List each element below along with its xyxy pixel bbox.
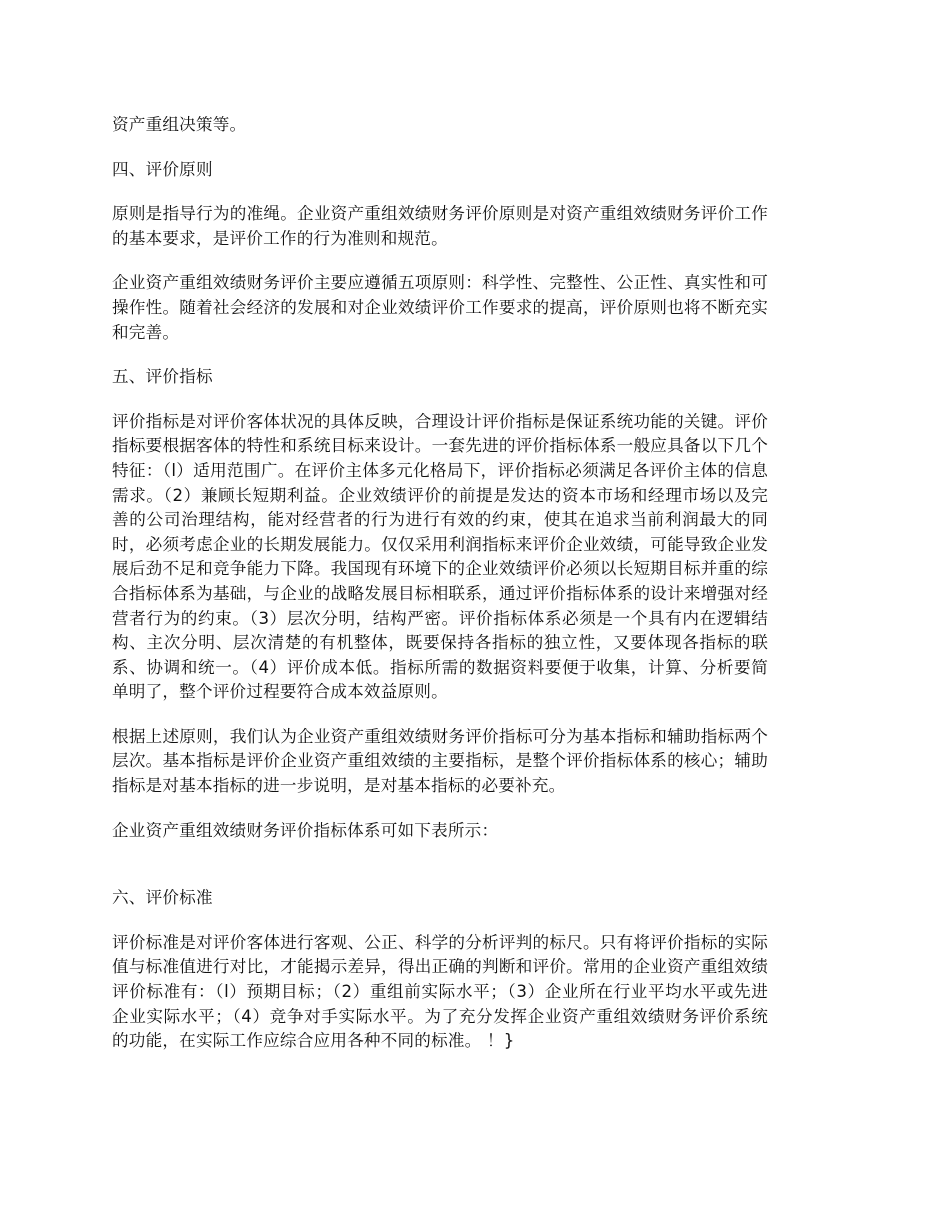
document-page <box>112 113 768 1054</box>
paragraph-indicators-features: 评价指标是对评价客体状况的具体反映，合理设计评价指标是保证系统功能的关键。评价指标要根据客体的特性和系统目标来设计。一套先进的评价指标体系一般应具备以下几个特征：（l）适用范围广。在评价主体多元化格局下，评价指标必须满足各评价主体的信息需求。（2）兼顾长短期利益。企业效绩评价的前提是发达的资本市场和经理市场以及完善的公司治理结构，能对经营者的行为进行有效的约束，使其在追求当前利润最大的同时，必须考虑企业的长期发展能力。仅仅采用利润指标来评价企业效绩，可能导致企业发展后劲不足和竞争能力下降。我国现有环境下的企业效绩评价必须以长短期目标并重的综合指标体系为基础，与企业的战略发展目标相联系，通过评价指标体系的设计来增强对经营者行为的约束。（3）层次分明，结构严密。评价指标体系必须是一个具有内在逻辑结构、主次分明、层次清楚的有机整体，既要保持各指标的独立性，又要体现各指标的联系、协调和统一。（4）评价成本低。指标所需的数据资料要便于收集，计算、分析要简单明了，整个评价过程要符合成本效益原则。 <box>112 411 768 702</box>
paragraph-intro: 资产重组决策等。 <box>112 115 247 134</box>
paragraph-principles-definition: 原则是指导行为的准绳。企业资产重组效绩财务评价原则是对资产重组效绩财务评价工作的基本要求，是评价工作的行为准则和规范。 <box>112 204 768 248</box>
section-heading-principles: 四、评价原则 <box>112 159 213 179</box>
paragraph-principles-list: 企业资产重组效绩财务评价主要应遵循五项原则：科学性、完整性、公正性、真实性和可操作性。随着社会经济的发展和对企业效绩评价工作要求的提高，评价原则也将不断充实和完善。 <box>112 273 768 342</box>
paragraph-indicators-table-intro: 企业资产重组效绩财务评价指标体系可如下表所示： <box>112 820 499 840</box>
section-heading-indicators: 五、评价指标 <box>112 367 213 387</box>
section-heading-standards: 六、评价标准 <box>112 888 213 908</box>
paragraph-standards: 评价标准是对评价客体进行客观、公正、科学的分析评判的标尺。只有将评价指标的实际值与标准值进行对比，才能揭示差异，得出正确的判断和评价。常用的企业资产重组效绩评价标准有：（l）预期目标；（2）重组前实际水平；（3）企业所在行业平均水平或先进企业实际水平；（4）竞争对手实际水平。为了充分发挥企业资产重组效绩财务评价系统的功能，在实际工作应综合应用各种不同的标准。 ！} <box>112 932 768 1051</box>
paragraph-indicators-levels: 根据上述原则，我们认为企业资产重组效绩财务评价指标可分为基本指标和辅助指标两个层次。基本指标是评价企业资产重组效绩的主要指标，是整个评价指标体系的核心；辅助指标是对基本指标的进一步说明，是对基本指标的必要补充。 <box>112 726 768 796</box>
